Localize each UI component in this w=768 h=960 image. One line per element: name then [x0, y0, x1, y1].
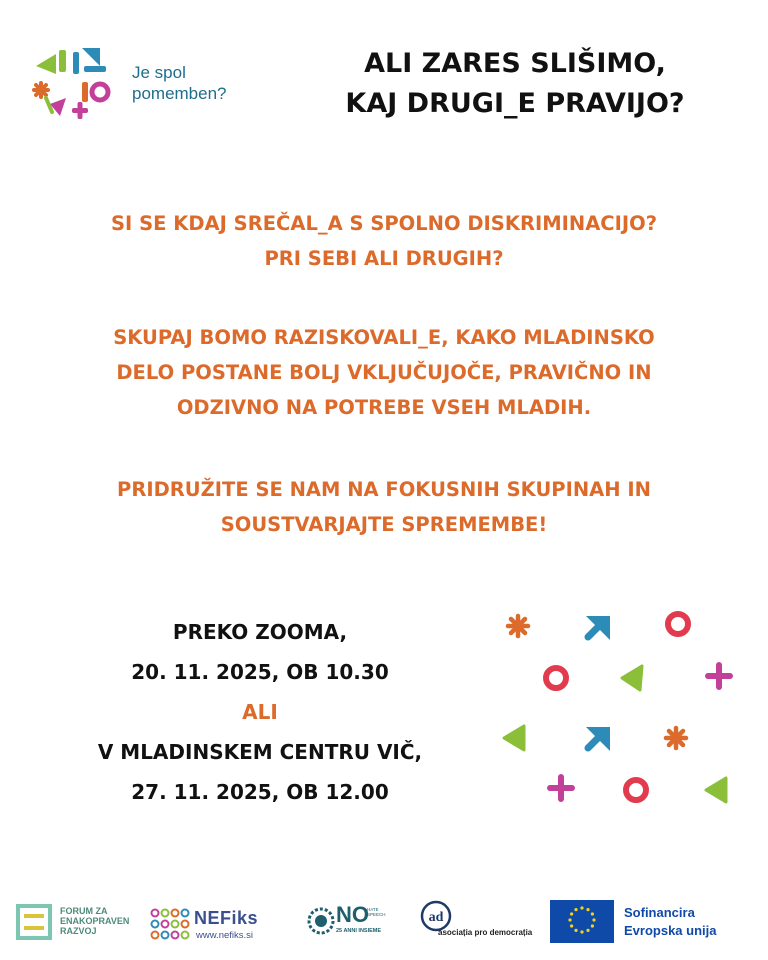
ring-icon: [668, 614, 688, 634]
no-hate-subtitle: 25 ANNI INSIEME: [336, 928, 382, 934]
event-details: [45, 612, 475, 812]
no-small-line1: HATE: [367, 907, 379, 912]
arrow-up-right-icon: [586, 616, 610, 640]
option1-line1: PREKO ZOOMA,: [172, 620, 348, 644]
explore-paragraph: [20, 320, 748, 425]
svg-text:ad: ad: [428, 910, 444, 925]
eu-cofunding-text: [624, 904, 716, 940]
no-small-line2: SPEECH: [367, 912, 386, 917]
arrow-up-right-icon: [586, 727, 610, 751]
logo-wordmark: [132, 62, 227, 104]
no-hate-small-text: [367, 907, 386, 917]
ring-icon: [546, 668, 566, 688]
nefiks-logo-mark: [150, 908, 190, 940]
forum-logo-text: [60, 906, 129, 936]
no-hate-logo-text: NO: [336, 902, 369, 927]
explore-line1: SKUPAJ BOMO RAZISKOVALI_E, KAKO MLADINSKO: [113, 326, 655, 349]
no-hate-logo-mark: [306, 906, 336, 936]
question-line1: SI SE KDAJ SREČAL_A S SPOLNO DISKRIMINACIJO?: [110, 212, 658, 235]
plus-icon: [708, 665, 730, 687]
eu-line2: Evropska unija: [624, 923, 717, 938]
title-line2: KAJ DRUGI_E PRAVIJO?: [345, 88, 685, 119]
ring-icon: [626, 780, 646, 800]
question-line2: PRI SEBI ALI DRUGIH?: [264, 247, 504, 270]
logo-text-line1: Je spol: [132, 63, 186, 82]
forum-line3: RAZVOJ: [60, 926, 97, 936]
option2-line1: V MLADINSKEM CENTRU VIČ,: [97, 740, 423, 764]
explore-line2: DELO POSTANE BOLJ VKLJUČUJOČE, PRAVIČNO IN: [116, 361, 652, 384]
forum-line2: ENAKOPRAVEN: [60, 916, 130, 926]
nefiks-url: www.nefiks.si: [196, 930, 254, 941]
triangle-icon: [504, 726, 524, 750]
asterisk-icon: [508, 616, 528, 636]
asterisk-icon: [666, 728, 686, 748]
nefiks-name: NEFiks: [194, 908, 259, 928]
invite-line2: SOUSTVARJAJTE SPREMEMBE!: [220, 513, 548, 536]
page-title: [280, 44, 750, 124]
decorative-shapes: [490, 600, 750, 810]
option-separator: ALI: [242, 700, 278, 724]
question-paragraph: [20, 206, 748, 276]
eu-flag: [550, 900, 614, 943]
explore-line3: ODZIVNO NA POTREBE VSEH MLADIH.: [176, 396, 592, 419]
plus-icon: [550, 777, 572, 799]
partner-logos: [0, 890, 768, 950]
eu-line1: Sofinancira: [624, 905, 695, 920]
logo-text-line2: pomemben?: [132, 84, 227, 103]
title-line1: ALI ZARES SLIŠIMO,: [364, 48, 666, 79]
triangle-icon: [706, 778, 726, 802]
apd-name: asociația pro democrația: [438, 928, 533, 937]
forum-line1: FORUM ZA: [60, 906, 108, 916]
triangle-icon: [622, 666, 642, 690]
option2-line2: 27. 11. 2025, OB 12.00: [131, 780, 389, 804]
option1-line2: 20. 11. 2025, OB 10.30: [131, 660, 389, 684]
je-spol-pomemben-logo: [26, 40, 116, 130]
invite-paragraph: [20, 472, 748, 542]
invite-line1: PRIDRUŽITE SE NAM NA FOKUSNIH SKUPINAH IN: [117, 478, 651, 501]
forum-logo-mark: [16, 904, 52, 940]
